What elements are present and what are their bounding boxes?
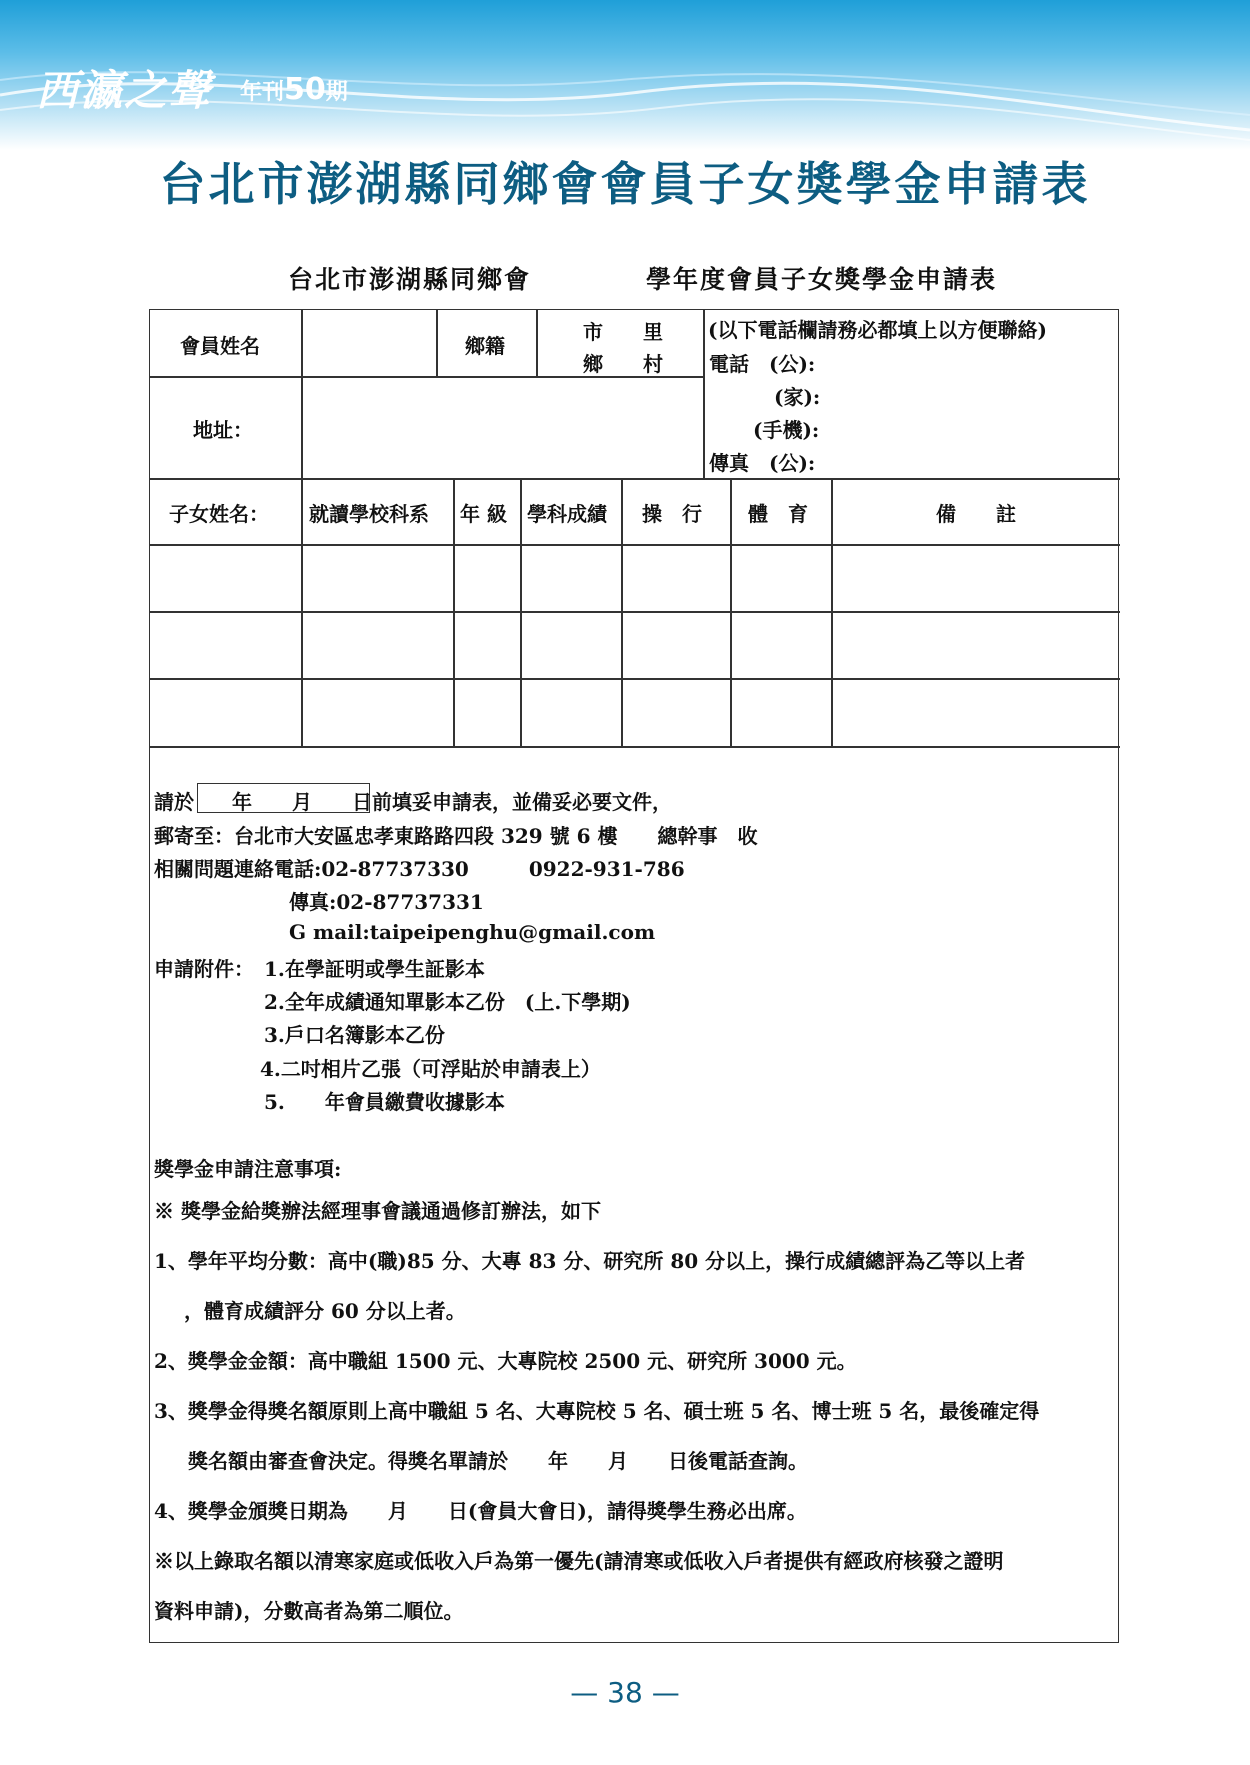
child-col-academic: 學科成績 [527, 502, 607, 526]
page-title: 台北市澎湖縣同鄉會會員子女獎學金申請表 [159, 157, 1091, 211]
col-divider [703, 310, 705, 478]
notes-item-4: 4、獎學金頒獎日期為 月 日(會員大會日)，請得獎學生務必出席。 [154, 1499, 807, 1523]
subtitle-right: 學年度會員子女獎學金申請表 [646, 265, 998, 294]
attachment-item: 5. 年會員繳費收據影本 [264, 1090, 505, 1114]
child-col-grade: 年 級 [460, 502, 507, 526]
hometown-label: 鄉籍 [465, 334, 505, 358]
notes-priority: ※以上錄取名額以清寒家庭或低收入戶為第一優先(請清寒或低收入戶者提供有經政府核發之證明 [154, 1549, 1004, 1573]
col-divider [436, 310, 438, 376]
subtitle-left: 台北市澎湖縣同鄉會 [288, 265, 532, 294]
child-row-3[interactable] [152, 680, 1118, 744]
notes-item-3-cont: 獎名額由審查會決定。得獎名單請於 年 月 日後電話查詢。 [188, 1449, 808, 1473]
application-form [149, 309, 1119, 1643]
address-label: 地址： [193, 418, 253, 442]
mail-to: 郵寄至：台北市大安區忠孝東路路四段 329 號 6 樓 總幹事 收 [154, 824, 758, 848]
row-divider [150, 746, 1120, 748]
notes-item-2: 2、獎學金金額：高中職組 1500 元、大專院校 2500 元、研究所 3000 元。 [154, 1349, 857, 1373]
phone-office-label: 電話 (公): [709, 352, 816, 376]
child-col-pe: 體 育 [748, 502, 808, 526]
attachment-item: 4.二吋相片乙張（可浮貼於申請表上） [260, 1057, 601, 1081]
child-col-school: 就讀學校科系 [309, 502, 429, 526]
col-divider [536, 310, 538, 376]
notes-item-3: 3、獎學金得獎名額原則上高中職組 5 名、大專院校 5 名、碩士班 5 名、博士班 5 名，最後確定得 [154, 1399, 1040, 1423]
city-label: 市 里 [583, 320, 663, 344]
issue-suffix: 期 [325, 80, 348, 105]
phone-mobile-label: (手機): [753, 418, 820, 442]
deadline-suffix: 前填妥申請表，並備妥必要文件， [372, 790, 672, 814]
fax-office-label: 傳真 (公): [709, 451, 816, 475]
deadline-date: 年 月 日 [232, 790, 372, 814]
issue-label [240, 72, 348, 107]
town-label: 鄉 村 [583, 352, 663, 376]
page-number: — 38 — [570, 1676, 680, 1709]
notes-item-1-cont: ，體育成績評分 60 分以上者。 [184, 1299, 466, 1323]
deadline-box[interactable] [197, 783, 370, 813]
row-divider [150, 478, 1120, 480]
attachments-label: 申請附件： [154, 957, 254, 981]
phone-home-label: (家): [774, 385, 821, 409]
contact-phone: 相關問題連絡電話:02-87737330 0922-931-786 [154, 857, 685, 881]
magazine-name: 西瀛之聲 [36, 66, 213, 115]
child-col-name: 子女姓名： [169, 502, 269, 526]
phone-note: (以下電話欄請務必都填上以方便聯絡) [708, 318, 1047, 342]
notes-item-1: 1、學年平均分數：高中(職)85 分、大專 83 分、研究所 80 分以上，操行成績總評為乙等以上者 [154, 1249, 1026, 1273]
issue-number: 50 [284, 72, 326, 107]
member-name-label: 會員姓名 [180, 334, 260, 358]
child-col-remarks: 備 註 [936, 502, 1016, 526]
child-row-1[interactable] [152, 546, 1118, 610]
notes-intro: ※ 獎學金給獎辦法經理事會議通過修訂辦法，如下 [154, 1199, 601, 1223]
attachment-item: 2.全年成績通知單影本乙份 (上.下學期) [264, 990, 631, 1014]
attachment-item: 3.戶口名簿影本乙份 [264, 1023, 445, 1047]
attachment-item: 1.在學証明或學生証影本 [264, 957, 485, 981]
child-row-2[interactable] [152, 613, 1118, 677]
child-col-conduct: 操 行 [642, 502, 702, 526]
issue-prefix: 年刊 [240, 80, 285, 105]
contact-email[interactable]: G mail:taipeipenghu@gmail.com [289, 920, 656, 944]
contact-fax: 傳真:02-87737331 [289, 890, 484, 914]
deadline-prefix: 請於 [154, 790, 194, 814]
address-field[interactable] [303, 378, 701, 476]
notes-priority-cont: 資料申請)，分數高者為第二順位。 [154, 1599, 464, 1623]
member-name-field[interactable] [303, 312, 434, 374]
notes-heading: 獎學金申請注意事項: [154, 1157, 342, 1181]
